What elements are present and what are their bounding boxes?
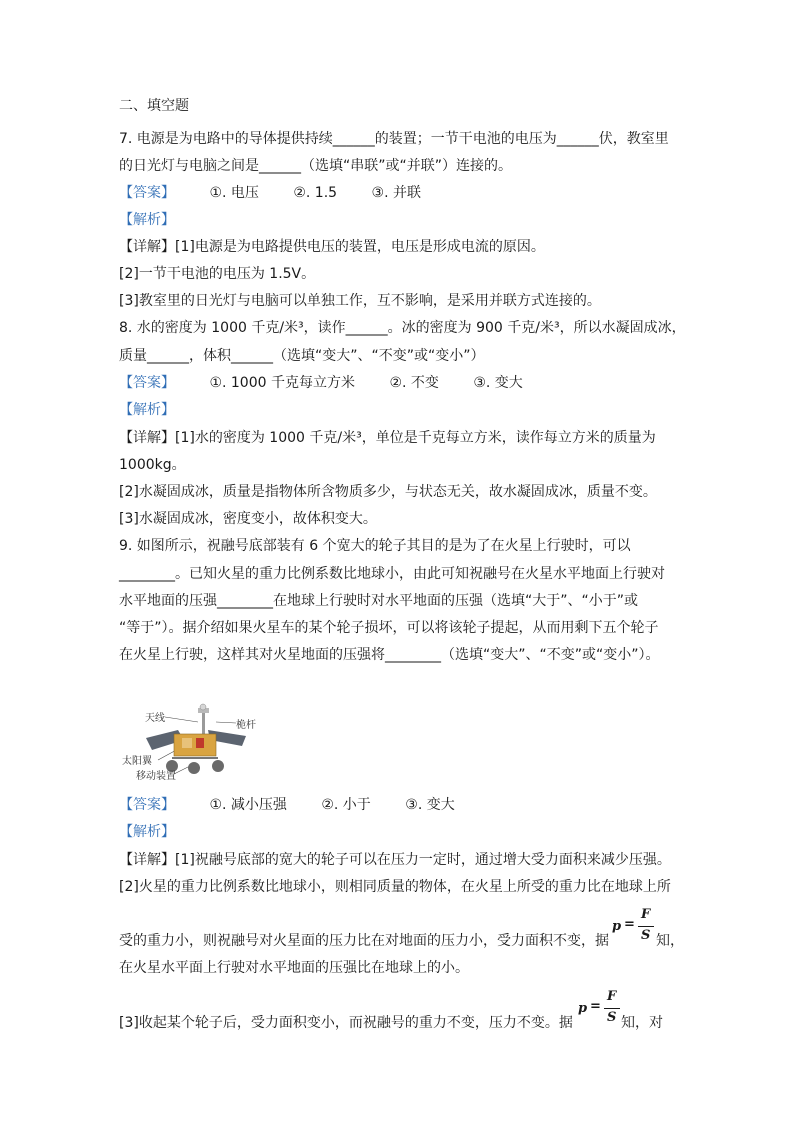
q9-answer-1: ①. 减小压强 — [209, 797, 287, 813]
q8-answer-3: ③. 变大 — [473, 375, 523, 391]
figure-label-antenna: 天线 — [145, 713, 165, 724]
q7-answer-1: ①. 电压 — [209, 185, 259, 201]
q7-text-line-1: 7. 电源是为电路中的导体提供持续______的装置；一节干电池的电压为______伏，教室里 — [119, 131, 669, 147]
q9-text-line-5: 在火星上行驶，这样其对火星地面的压强将________（选填“变大”、“不变”或“变小”）。 — [119, 647, 660, 663]
detail-tag: 【详解】 — [119, 852, 175, 868]
q7-answer-2: ②. 1.5 — [293, 185, 338, 201]
figure-label-mobility: 移动装置 — [136, 771, 176, 782]
q8-answer-2: ②. 不变 — [389, 375, 439, 391]
answer-tag: 【答案】 — [119, 797, 175, 813]
q8-answer-1: ①. 1000 千克每立方米 — [209, 375, 355, 391]
fraction-bar — [604, 1008, 620, 1009]
answer-tag: 【答案】 — [119, 185, 175, 201]
q8-text-line-2: 质量______，体积______（选填“变大”、“不变”或“变小”） — [119, 348, 485, 364]
q8-detail-1b: 1000kg。 — [119, 457, 186, 473]
q8-detail-2: [2]水凝固成冰，质量是指物体所含物质多少，与状态无关，故水凝固成冰，质量不变。 — [119, 484, 657, 500]
q7-text-line-2: 的日光灯与电脑之间是______（选填“串联”或“并联”）连接的。 — [119, 158, 513, 174]
q9-text-line-2: ________。已知火星的重力比例系数比地球小，由此可知祝融号在火星水平地面上行驶对 — [119, 566, 665, 582]
q7-answer-row — [119, 183, 421, 203]
q7-detail-1: 【详解】[1]电源是为电路提供电压的装置，电压是形成电流的原因。 — [119, 239, 545, 255]
pressure-formula: p = F S — [612, 907, 658, 947]
q9-text-line-1: 9. 如图所示，祝融号底部装有 6 个宽大的轮子其目的是为了在火星上行驶时，可以 — [119, 538, 631, 554]
q9-detail-2b-tail: 知， — [656, 933, 684, 949]
q8-answer-row — [119, 373, 523, 393]
q8-text-line-1: 8. 水的密度为 1000 千克/米³，读作______。冰的密度为 900 千克/米³，所以水凝固成冰， — [119, 320, 686, 336]
detail-tag: 【详解】 — [119, 430, 175, 446]
analysis-tag: 【解析】 — [119, 824, 175, 840]
q9-detail-1: 【详解】[1]祝融号底部的宽大的轮子可以在压力一定时，通过增大受力面积来减少压强。 — [119, 852, 671, 868]
q7-detail-2: [2]一节干电池的电压为 1.5V。 — [119, 266, 316, 282]
q9-detail-3a-tail: 知，对 — [621, 1015, 663, 1031]
detail-tag: 【详解】 — [119, 239, 175, 255]
fraction-bar — [638, 926, 654, 927]
section-title: 二、填空题 — [119, 98, 189, 114]
q9-detail-2a: [2]火星的重力比例系数比地球小，则相同质量的物体，在火星上所受的重力比在地球上所 — [119, 879, 671, 895]
q7-answer-3: ③. 并联 — [371, 185, 421, 201]
q9-detail-3a: [3]收起某个轮子后，受力面积变小，而祝融号的重力不变，压力不变。据 — [119, 1015, 573, 1031]
q9-text-line-3: 水平地面的压强________在地球上行驶时对水平地面的压强（选填“大于”、“小于”或 — [119, 593, 639, 609]
analysis-tag: 【解析】 — [119, 402, 175, 418]
q9-answer-row — [119, 795, 455, 815]
q9-detail-2b: 受的重力小，则祝融号对火星面的压力比在对地面的压力小，受力面积不变，据 — [119, 933, 609, 949]
q9-detail-2c: 在火星水平面上行驶对水平地面的压强比在地球上的小。 — [119, 960, 469, 976]
analysis-tag: 【解析】 — [119, 212, 175, 228]
q8-detail-3: [3]水凝固成冰，密度变小，故体积变大。 — [119, 511, 377, 527]
pressure-formula: p = F S — [578, 989, 624, 1029]
q7-detail-3: [3]教室里的日光灯与电脑可以单独工作，互不影响，是采用并联方式连接的。 — [119, 293, 601, 309]
q9-answer-2: ②. 小于 — [321, 797, 371, 813]
q9-answer-3: ③. 变大 — [405, 797, 455, 813]
figure-label-solar-wing: 太阳翼 — [122, 756, 152, 767]
q9-text-line-4: “等于”）。据介绍如果火星车的某个轮子损坏，可以将该轮子提起，从而用剩下五个轮子 — [119, 620, 659, 636]
figure-label-mast: 桅杆 — [236, 720, 256, 731]
q8-detail-1a: 【详解】[1]水的密度为 1000 千克/米³，单位是千克每立方米，读作每立方米的质量为 — [119, 430, 656, 446]
answer-tag: 【答案】 — [119, 375, 175, 391]
